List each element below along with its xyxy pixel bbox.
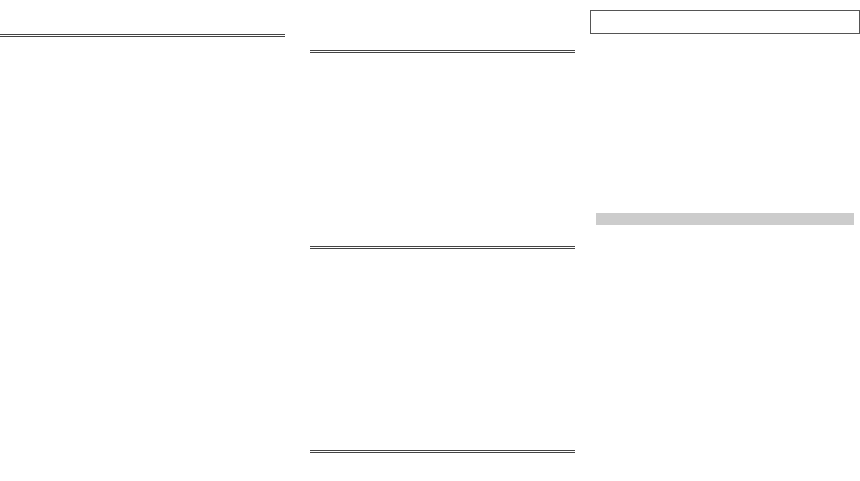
divider xyxy=(310,450,575,453)
divider xyxy=(0,34,285,37)
divider xyxy=(310,50,575,53)
afternoon-service-column xyxy=(300,0,575,481)
church-motto xyxy=(590,10,860,34)
info-column xyxy=(590,0,860,481)
divider xyxy=(310,246,575,249)
online-offering-account xyxy=(596,213,854,225)
morning-service-column xyxy=(0,0,285,481)
